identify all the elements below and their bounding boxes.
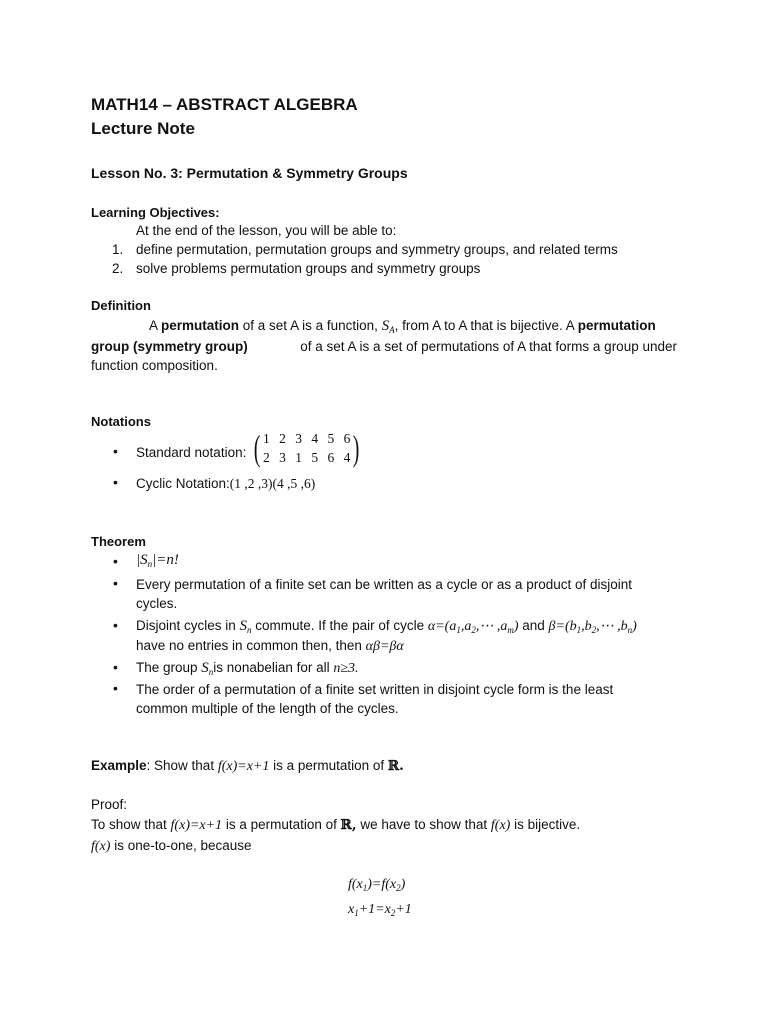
definition-heading: Definition <box>91 298 151 313</box>
course-title: MATH14 – ABSTRACT ALGEBRA <box>91 95 358 114</box>
bullet-icon: • <box>113 553 118 569</box>
objective-number: 2. <box>112 261 124 276</box>
bullet-icon: • <box>113 443 118 459</box>
objectives-intro: At the end of the lesson, you will be able to: <box>136 223 397 238</box>
proof-line-2: f(x) is one-to-one, because <box>91 838 252 854</box>
theorem-3-line-2: have no entries in common then, then αβ=βα <box>136 638 404 654</box>
theorem-1-formula: $|S_n|=n$! <box>136 552 179 569</box>
cyclic-notation-label: Cyclic Notation:(1 ,2 ,3)(4 ,5 ,6) <box>136 476 316 491</box>
objectives-heading: Learning Objectives: <box>91 205 220 220</box>
notations-heading: Notations <box>91 414 151 429</box>
example: Example: Show that f(x)=x+1 is a permutation of ℝ. <box>91 758 404 774</box>
proof-label: Proof: <box>91 797 128 812</box>
definition-line-2: group (symmetry group) of a set A is a set of permutations of A that forms a group under <box>91 339 677 354</box>
doc-subtitle: Lecture Note <box>91 119 195 138</box>
theorem-2-line-1: Every permutation of a finite set can be written as a cycle or as a product of disjoint <box>136 577 632 592</box>
theorem-heading: Theorem <box>91 534 146 549</box>
proof-line-1: To show that f(x)=x+1 is a permutation of ℝ, we have to show that f(x) is bijective. <box>91 817 581 833</box>
matrix-top-row: 1 2 3 4 5 6 <box>263 431 351 446</box>
proof-equation-1: $f(x_1)=f(x_2)$ <box>348 877 406 893</box>
bullet-icon: • <box>113 659 118 675</box>
definition-line-1: A permutation of a set A is a function, $S_A$, from A to A that is bijective. A permutation <box>149 318 656 335</box>
theorem-4: The group $S_nis$ nonabelian for all n≥3. <box>136 660 359 677</box>
theorem-2-line-2: cycles. <box>136 596 178 611</box>
lesson-title: Lesson No. 3: Permutation & Symmetry Groups <box>91 165 408 181</box>
bullet-icon: • <box>113 680 118 696</box>
bullet-icon: • <box>113 617 118 633</box>
theorem-3-line-1: Disjoint cycles in $S_n$ commute. If the pair of cycle $\alpha=(a_1,a_2,\cdots$ $,a_m$) and $\beta=(b_1,b_2,\cdots$ $,b_n$) <box>136 618 637 635</box>
objective-item: solve problems permutation groups and symmetry groups <box>136 261 481 276</box>
theorem-5-line-1: The order of a permutation of a finite set written in disjoint cycle form is the least <box>136 682 614 697</box>
permutation-matrix: ( 1 2 3 4 5 6 2 3 1 5 6 4 ) <box>253 428 360 468</box>
cyclic-notation-value: (1 ,2 ,3)(4 ,5 ,6) <box>229 476 316 491</box>
bullet-icon: • <box>113 474 118 490</box>
objective-number: 1. <box>112 242 124 257</box>
bullet-icon: • <box>113 575 118 591</box>
matrix-bottom-row: 2 3 1 5 6 4 <box>263 450 351 465</box>
definition-line-3: function composition. <box>91 358 218 373</box>
proof-equation-2: $x_1+1=x_2+1$ <box>348 902 412 918</box>
objective-item: define permutation, permutation groups and symmetry groups, and related terms <box>136 242 618 257</box>
theorem-5-line-2: common multiple of the length of the cycles. <box>136 701 399 716</box>
standard-notation-label: Standard notation: <box>136 445 247 460</box>
